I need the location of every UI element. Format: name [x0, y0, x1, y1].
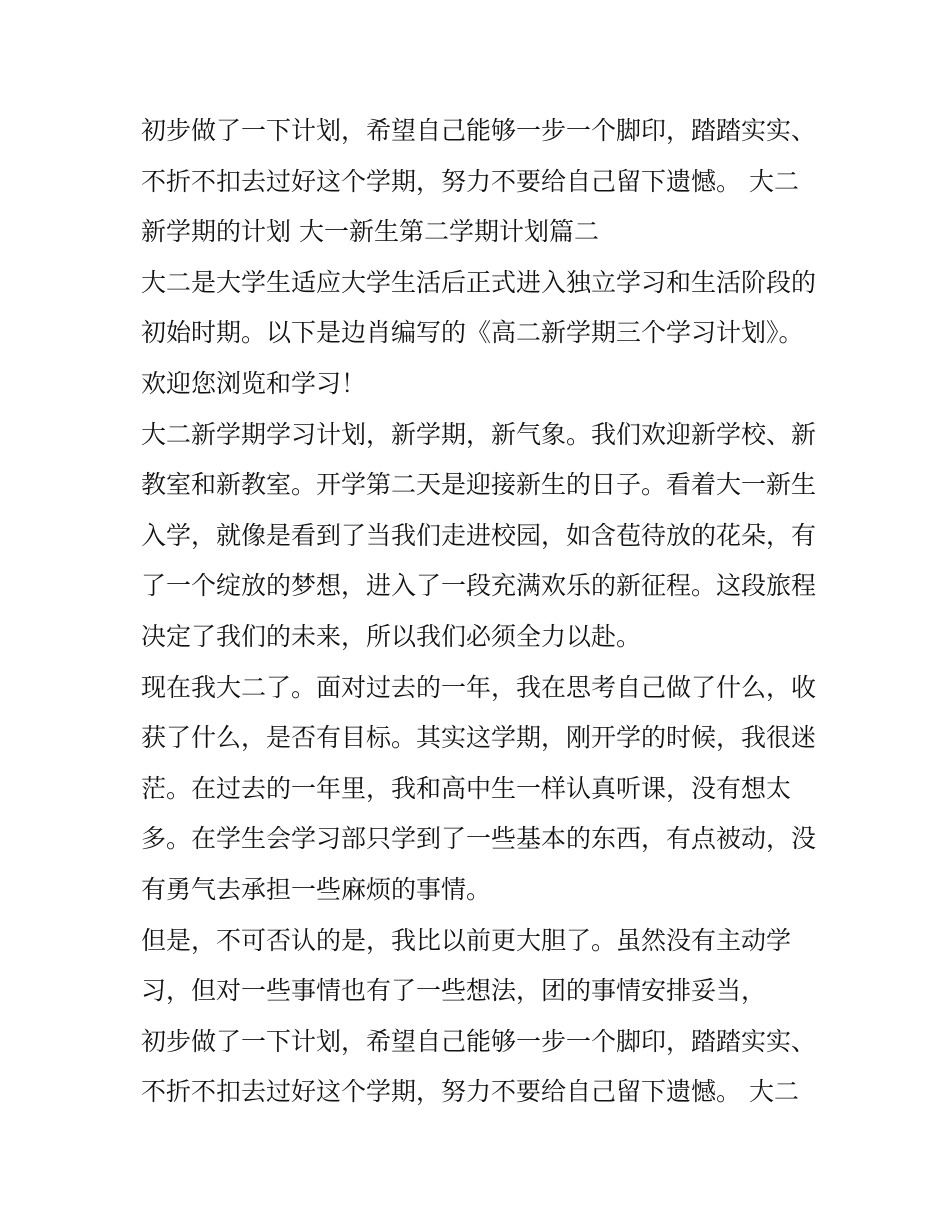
text-line: 决定了我们的未来，所以我们必须全力以赴。 — [141, 621, 642, 651]
text-line: 教室和新教室。开学第二天是迎接新生的日子。看着大一新生 — [141, 470, 817, 500]
text-line: 茫。在过去的一年里，我和高中生一样认真听课，没有想太 — [141, 773, 792, 803]
text-line: 新学期的计划 大一新生第二学期计划篇二 — [141, 217, 599, 247]
text-line: 了一个绽放的梦想，进入了一段充满欢乐的新征程。这段旅程 — [141, 571, 817, 601]
text-line: 不折不扣去过好这个学期，努力不要给自己留下遗憾。 大二 — [141, 1077, 799, 1107]
text-line: 多。在学生会学习部只学到了一些基本的东西，有点被动，没 — [141, 824, 817, 854]
text-line: 初始时期。以下是边肖编写的《高二新学期三个学习计划》。 — [141, 318, 804, 348]
text-line: 但是，不可否认的是，我比以前更大胆了。虽然没有主动学 — [141, 925, 792, 955]
text-line: 大二新学期学习计划，新学期，新气象。我们欢迎新学校、新 — [141, 419, 817, 449]
text-line: 获了什么，是否有目标。其实这学期，刚开学的时候，我很迷 — [141, 723, 817, 753]
text-line: 初步做了一下计划，希望自己能够一步一个脚印，踏踏实实、 — [141, 116, 817, 145]
text-line: 现在我大二了。面对过去的一年，我在思考自己做了什么，收 — [141, 672, 817, 702]
text-line: 不折不扣去过好这个学期，努力不要给自己留下遗憾。 大二 — [141, 166, 799, 196]
text-line: 入学，就像是看到了当我们走进校园，如含苞待放的花朵，有 — [141, 520, 817, 550]
text-line: 习，但对一些事情也有了一些想法，团的事情安排妥当， — [141, 976, 767, 1006]
text-line: 大二是大学生适应大学生活后正式进入独立学习和生活阶段的 — [141, 267, 817, 297]
text-line: 欢迎您浏览和学习！ — [141, 368, 367, 398]
text-line: 初步做了一下计划，希望自己能够一步一个脚印，踏踏实实、 — [141, 1026, 817, 1056]
text-line: 有勇气去承担一些麻烦的事情。 — [141, 874, 492, 904]
document-body — [141, 106, 821, 1118]
